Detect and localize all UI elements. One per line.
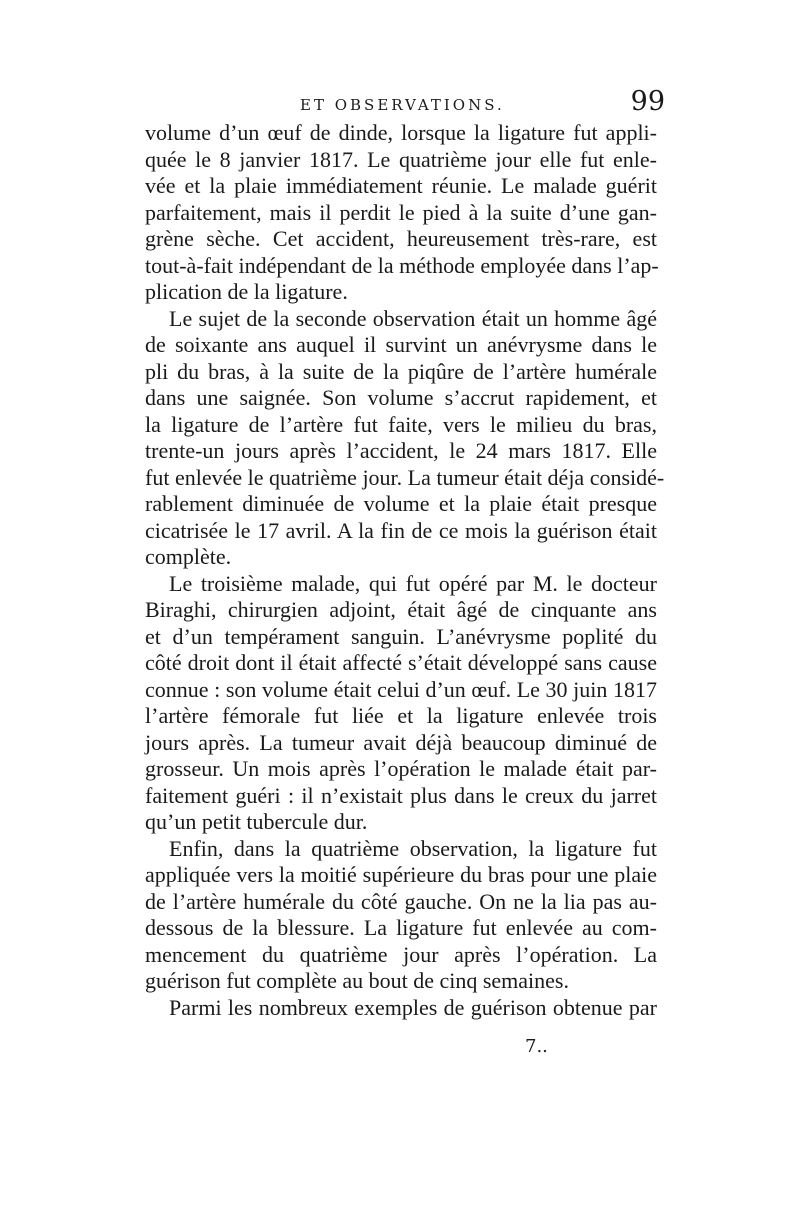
text-line: Le troisième malade, qui fut opéré par M. le docteur — [169, 570, 657, 596]
text-line: qu’un petit tubercule dur. — [145, 809, 368, 834]
text-line: fut enlevée le quatrième jour. La tumeur était déja considé- — [145, 464, 665, 490]
text-line: l’artère fémorale fut liée et la ligature enlevée trois — [145, 703, 657, 728]
text-line: grène sèche. Cet accident, heureusement très-rare, est — [145, 226, 657, 251]
text-line: complète. — [145, 544, 232, 569]
text-line: côté droit dont il était affecté s’était développé sans cause — [145, 650, 657, 675]
signature-mark: 7.. — [525, 1036, 548, 1057]
text-line: Le sujet de la seconde observation était un homme âgé — [169, 305, 657, 331]
running-head: ET OBSERVATIONS. — [300, 96, 505, 114]
text-line: de soixante ans auquel il survint un anévrysme dans le — [145, 332, 657, 357]
text-line: Enfin, dans la quatrième observation, la ligature fut — [169, 835, 657, 861]
text-line: tout-à-fait indépendant de la méthode employée dans l’ap- — [145, 252, 659, 278]
text-line: guérison fut complète au bout de cinq semaines. — [145, 968, 569, 993]
page-header — [145, 86, 665, 122]
text-line: la ligature de l’artère fut faite, vers le milieu du bras, — [145, 411, 657, 437]
text-line: plication de la ligature. — [145, 279, 348, 304]
text-line: dessous de la blessure. La ligature fut enlevée au com- — [145, 915, 657, 940]
text-line: rablement diminuée de volume et la plaie était presque — [145, 491, 657, 516]
text-line: cicatrisée le 17 avril. A la fin de ce mois la guérison était — [145, 517, 657, 543]
text-line: grosseur. Un mois après l’opération le malade était par- — [145, 756, 657, 781]
text-line: quée le 8 janvier 1817. Le quatrième jour elle fut enle- — [145, 146, 657, 172]
body-text — [145, 120, 665, 1021]
text-line: parfaitement, mais il perdit le pied à la suite d’une gan- — [145, 199, 657, 225]
text-line: connue : son volume était celui d’un œuf. Le 30 juin 1817 — [145, 676, 657, 702]
page-number: 99 — [630, 86, 665, 117]
text-line: pli du bras, à la suite de la piqûre de l’artère humérale — [145, 358, 657, 384]
text-line: faitement guéri : il n’existait plus dans le creux du jarret — [145, 782, 657, 808]
text-line: volume d’un œuf de dinde, lorsque la ligature fut appli- — [145, 120, 657, 145]
text-line: de l’artère humérale du côté gauche. On ne la lia pas au- — [145, 888, 657, 914]
text-line: jours après. La tumeur avait déjà beaucoup diminué de — [145, 729, 657, 755]
text-line: et d’un tempérament sanguin. L’anévrysme poplité du — [145, 623, 657, 649]
text-line: dans une saignée. Son volume s’accrut rapidement, et — [145, 385, 657, 410]
text-line: vée et la plaie immédiatement réunie. Le malade guérit — [145, 173, 657, 198]
text-line: appliquée vers la moitié supérieure du bras pour une plaie — [145, 862, 657, 887]
text-line: Parmi les nombreux exemples de guérison obtenue par — [169, 994, 657, 1020]
text-line: trente-un jours après l’accident, le 24 mars 1817. Elle — [145, 438, 657, 463]
text-line: Biraghi, chirurgien adjoint, était âgé de cinquante ans — [145, 597, 657, 622]
text-line: mencement du quatrième jour après l’opération. La — [145, 941, 657, 967]
